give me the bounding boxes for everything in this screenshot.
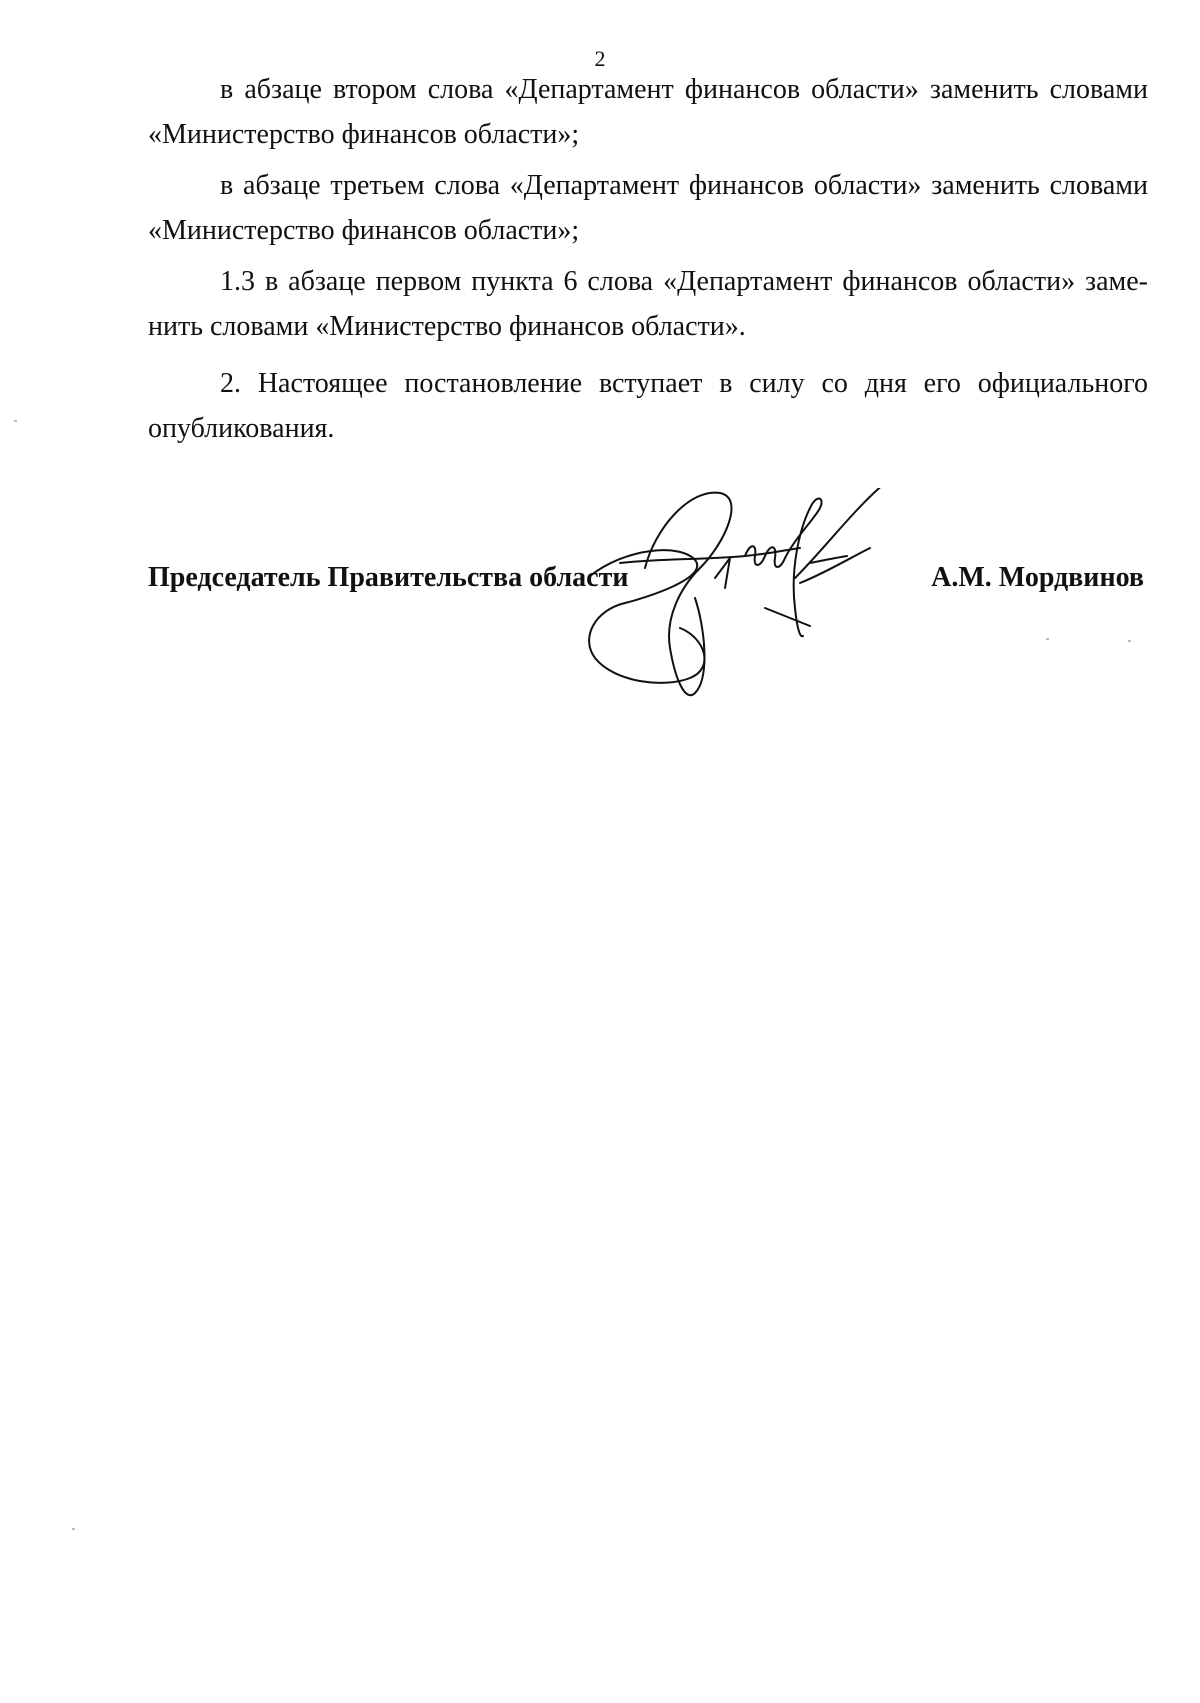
paragraph-line: «Министерство финансов области»; — [148, 215, 580, 246]
scan-speck — [14, 420, 17, 422]
signatory-name: А.М. Мордвинов — [931, 562, 1144, 593]
paragraph-line: 1.3 в абзаце первом пункта 6 слова «Департамент финансов области» заме- — [220, 266, 1148, 297]
paragraph-line: в абзаце втором слова «Департамент финансов области» заменить словами — [220, 74, 1148, 105]
paragraph-3 — [148, 259, 1148, 349]
paragraph-1 — [148, 67, 1148, 157]
paragraph-line: в абзаце третьем слова «Департамент финансов области» заменить словами — [220, 170, 1148, 201]
paragraph-line: «Министерство финансов области»; — [148, 119, 580, 150]
paragraph-2 — [148, 163, 1148, 253]
signatory-position: Председатель Правительства области — [148, 562, 629, 593]
scan-speck — [72, 1528, 75, 1530]
paragraph-line: нить словами «Министерство финансов области». — [148, 311, 746, 342]
scan-speck — [1046, 638, 1049, 640]
paragraph-line: опубликования. — [148, 413, 335, 444]
scan-speck — [1128, 640, 1131, 642]
paragraph-4 — [148, 361, 1148, 451]
page-number: 2 — [594, 46, 606, 71]
paragraph-line: 2. Настоящее постановление вступает в силу со дня его официального — [220, 368, 1148, 399]
handwritten-signature — [585, 488, 945, 713]
